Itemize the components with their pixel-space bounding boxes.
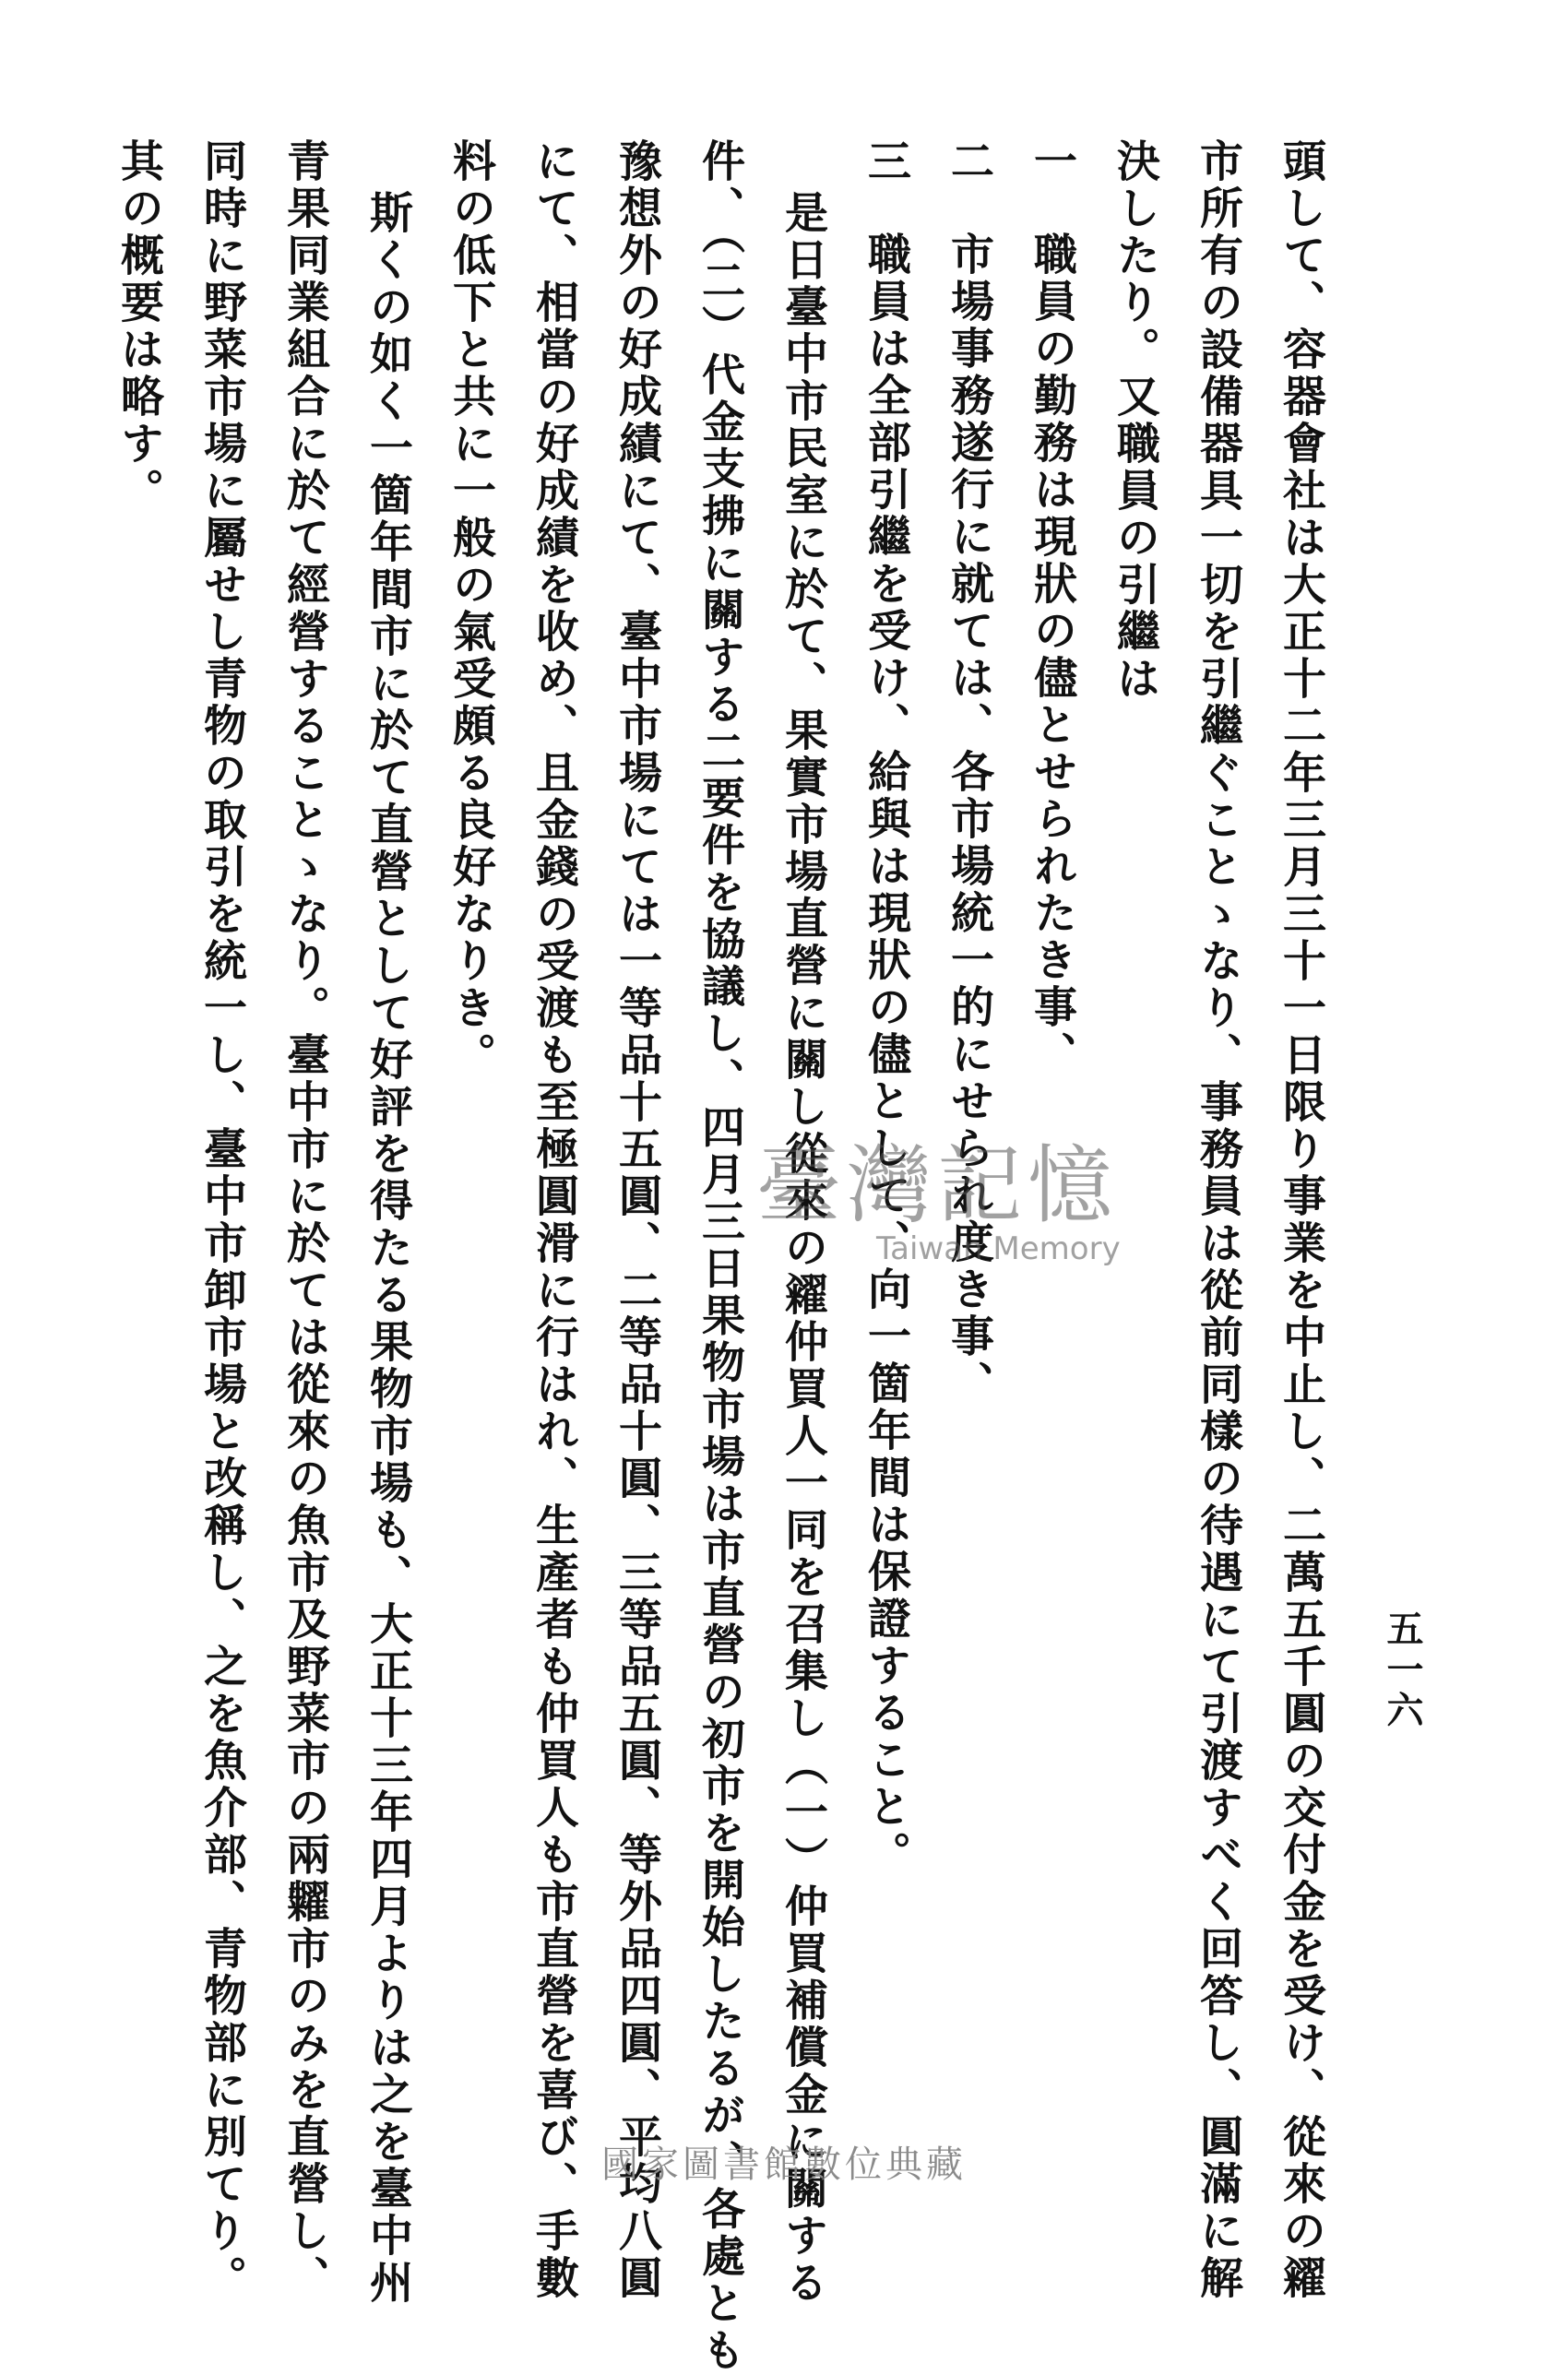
item-number: 二 xyxy=(944,138,994,185)
item-number: 三 xyxy=(861,138,911,185)
item-text: 市場事務遂行に就ては、各市場統一的にせられ度き事、 xyxy=(944,232,994,1407)
text-column: 其の概要は略す。 xyxy=(113,138,164,515)
footer-library-name: 國家圖書館數位典藏 xyxy=(601,2143,967,2186)
item-text: 職員は全部引繼を受け、給與は現狀の儘として、向一箇年間は保證すること。 xyxy=(861,232,911,1878)
text-column: 青果同業組合に於て經營することゝなり。臺中市に於ては從來の魚市及野菜市の兩糶市のみを直營し、 xyxy=(279,138,330,2302)
watermark-english: Taiwan Memory xyxy=(876,1230,1121,1267)
text-column: 件、（二）代金支拂に關する二要件を協議し、四月三日果物市場は市直營の初市を開始したるが、各處とも xyxy=(695,138,745,2375)
text-column: 是日臺中市民室に於て、果實市場直營に關し從來の糴仲買人一同を召集し（一）仲買補償金に關する xyxy=(778,190,828,2307)
list-item xyxy=(844,138,927,1946)
text-column: 斯くの如く一箇年間市に於て直營として好評を得たる果物市場も、大正十三年四月よりは之を臺中州 xyxy=(362,190,413,2307)
page-number: 五一六 xyxy=(1381,1609,1424,1731)
text-column: 豫想外の好成績にて、臺中市場にては一等品十五圓、二等品十圓、三等品五圓、等外品四圓、平均八圓 xyxy=(612,138,662,2302)
item-number: 一 xyxy=(1027,138,1077,185)
item-text: 職員の勤務は現狀の儘とせられたき事、 xyxy=(1027,232,1077,1078)
text-column: 頭して、容器會社は大正十二年三月三十一日限り事業を中止し、二萬五千圓の交付金を受け、從來の糴 xyxy=(1276,138,1326,2302)
list-item xyxy=(927,138,1010,1946)
watermark-chinese: 臺灣記憶 xyxy=(756,1136,1119,1235)
text-column: にて、相當の好成績を收め、且金錢の受渡も至極圓滑に行はれ、生產者も仲買人も市直營を喜び、手數 xyxy=(529,138,579,2302)
text-column: 決したり。又職員の引繼は xyxy=(1110,138,1160,703)
text-column: 市所有の設備器具一切を引繼ぐことゝなり、事務員は從前同樣の待遇にて引渡すべく回答し、圓滿に解 xyxy=(1193,138,1243,2302)
text-column: 料の低下と共に一般の氣受頗る良好なりき。 xyxy=(445,138,496,1079)
text-column: 同時に野菜市場に屬せし青物の取引を統一し、臺中市卸市場と改稱し、之を魚介部、青物部に別てり。 xyxy=(196,138,247,2302)
list-item xyxy=(1010,138,1093,1946)
